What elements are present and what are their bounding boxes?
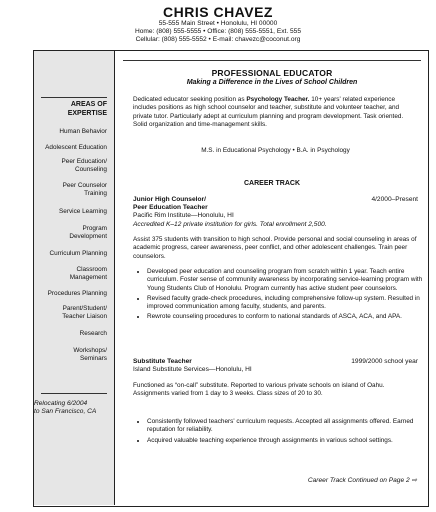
expertise-item-line: Classroom <box>76 266 107 273</box>
job2-dates: 1999/2000 school year <box>351 358 418 365</box>
job2-organization: Island Substitute Services—Honolulu, HI <box>133 366 252 374</box>
job1-bullet: • Revised faculty grade-check procedures, including comprehensive follow-up system. Resulted in improved communication among faculty, students, and parents. <box>147 295 432 312</box>
expertise-item <box>7 208 107 216</box>
expertise-item <box>7 144 107 152</box>
phone-line: Home: (808) 555-5555 • Office: (808) 555-5551, Ext. 555 <box>134 28 302 36</box>
expertise-item <box>7 128 107 136</box>
job1-org-note: Accredited K–12 private institution for girls. Total enrollment 2,500. <box>133 220 327 228</box>
expertise-item <box>7 330 107 338</box>
degrees-line: M.S. in Educational Psychology • B.A. in Psychology <box>201 147 350 154</box>
job2-description: Functioned as “on-call” substitute. Reported to various private schools on island of Oahu. Assignments varied from 1 day to 3 weeks. Class sizes of 20 to 30. <box>133 382 385 398</box>
expertise-item <box>7 290 107 298</box>
job2-achievements <box>133 418 432 447</box>
expertise-heading <box>33 100 107 118</box>
expertise-item-line: Teacher Liaison <box>62 313 107 320</box>
address-line: 55-555 Main Street • Honolulu, HI 00000 <box>158 20 278 27</box>
contact-line: Cellular: (808) 555-5552 • E-mail: chavezc@coconut.org <box>135 36 301 44</box>
expertise-item-line: Program <box>82 225 107 232</box>
expertise-item-line: Training <box>84 190 107 197</box>
expertise-heading-line2: EXPERTISE <box>67 110 107 117</box>
job1-description: Assist 375 students with transition to high school. Provide personal and social counseling in areas of academic progress, career awareness, peer conflict, and other adolescent challenges. Train peer counselors. <box>133 236 417 260</box>
profile-summary <box>133 96 418 129</box>
expertise-item <box>7 225 107 241</box>
main-top-divider <box>123 60 421 61</box>
job2-title: Substitute Teacher <box>133 358 192 365</box>
resume-header <box>0 0 436 45</box>
job1-bullet: • Developed peer education and counseling program from scratch within 1 year. Teach entire curriculum. Foster sense of community awareness by incorporating service-learning program with Young Students Club of Honolulu. Program currently has active student peer counselors. <box>147 268 432 293</box>
expertise-item-line: Management <box>69 274 107 281</box>
relocation-note <box>34 400 104 416</box>
expertise-item-line: Peer Counselor <box>62 182 107 189</box>
job1-title-line1: Junior High Counselor/ <box>133 196 206 203</box>
expertise-item-line: Workshops/ <box>73 347 107 354</box>
expertise-heading-line1: AREAS OF <box>70 101 107 108</box>
job2-bullet: • Acquired valuable teaching experience through assignments in various school settings. <box>147 437 432 445</box>
expertise-item-line: Seminars <box>80 355 107 362</box>
profile-title: PROFESSIONAL EDUCATOR <box>211 68 333 78</box>
expertise-item <box>7 305 107 321</box>
expertise-item-line: Research <box>79 330 107 337</box>
expertise-item <box>7 266 107 282</box>
target-position: Psychology Teacher. <box>246 96 310 103</box>
expertise-item-line: Peer Education/ <box>61 158 107 165</box>
job1-dates: 4/2000–Present <box>371 196 418 203</box>
expertise-item-line: Parent/Student/ <box>62 305 107 312</box>
job1-bullet: • Rewrote counseling procedures to conform to national standards of ASCA, ACA, and APA. <box>147 313 432 321</box>
sidebar-bottom-divider <box>41 393 107 394</box>
job1-header <box>133 196 418 229</box>
job2-header <box>133 358 418 374</box>
summary-text-a: Dedicated educator seeking position as <box>133 96 245 103</box>
expertise-item-line: Adolescent Education <box>45 144 107 151</box>
profile-subtitle: Making a Difference in the Lives of School Children <box>186 79 358 86</box>
sidebar-top-divider <box>41 97 107 98</box>
expertise-item <box>7 158 107 174</box>
relocation-line1: Relocating 6/2004 <box>34 400 88 407</box>
expertise-item-line: Human Behavior <box>59 128 107 135</box>
continued-note: Career Track Continued on Page 2 ⇨ <box>307 477 417 484</box>
expertise-item-line: Counseling <box>75 166 107 173</box>
relocation-line2: to San Francisco, CA <box>34 408 97 415</box>
expertise-item-line: Procedures Planning <box>47 290 107 297</box>
expertise-item-line: Curriculum Planning <box>49 250 107 257</box>
expertise-item-line: Development <box>69 233 107 240</box>
expertise-item <box>7 250 107 258</box>
expertise-item <box>7 182 107 198</box>
candidate-name: CHRIS CHAVEZ <box>163 4 273 20</box>
job1-organization: Pacific Rim Institute—Honolulu, HI <box>133 212 234 220</box>
summary-text-b: 10+ years' related experience includes positions as high school counselor and teacher, substitute and volunteer teacher, and private tutor. Particularly adept at curriculum planning and program development. Task oriented. Solid organization and time-management skills. <box>133 96 404 128</box>
job1-title-line2: Peer Education Teacher <box>133 204 208 212</box>
job1-achievements <box>133 268 432 324</box>
expertise-item <box>7 347 107 363</box>
career-track-heading: CAREER TRACK <box>244 180 300 187</box>
job2-bullet: • Consistently followed teachers' curriculum requests. Accepted all assignments offered. Earned reputation for reliability. <box>147 418 432 435</box>
expertise-item-line: Service Learning <box>59 208 107 215</box>
